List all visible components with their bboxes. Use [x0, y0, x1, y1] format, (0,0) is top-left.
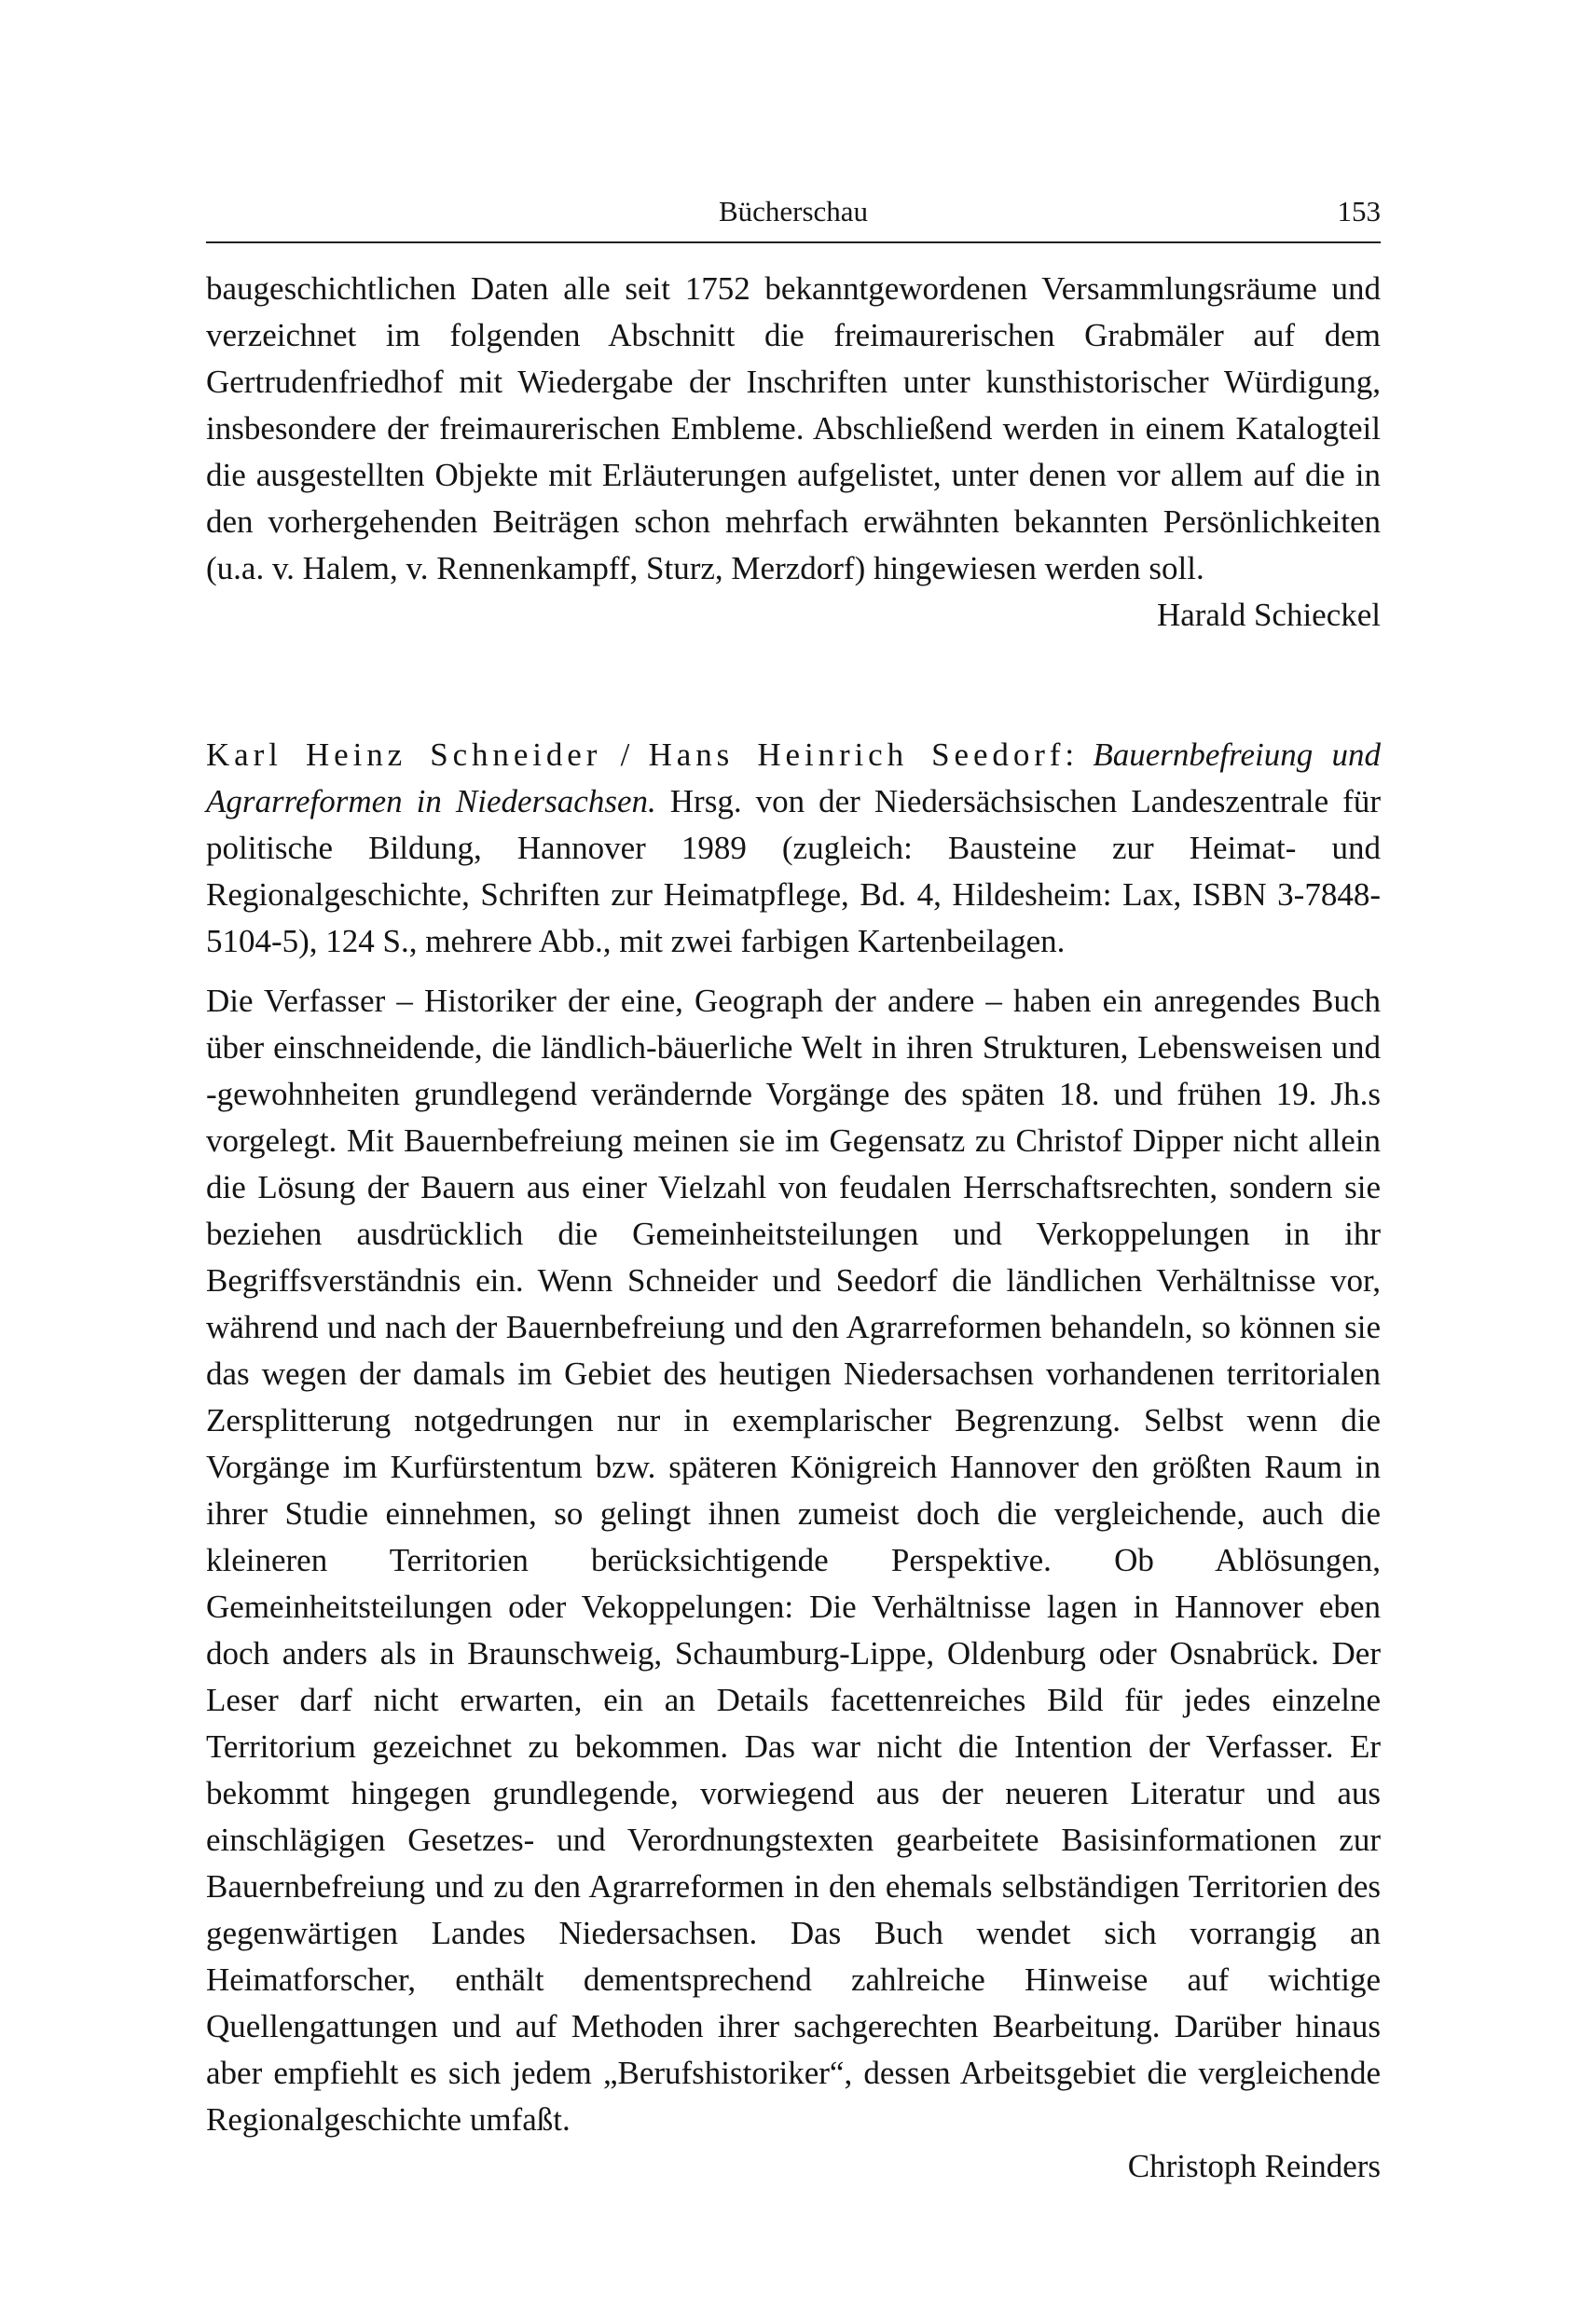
review-1-text: baugeschichtlichen Daten alle seit 1752 bekanntgewordenen Versammlungsräume und verzeichnet im folgenden Abschnitt die freimaurerischen Grabmäler auf dem Gertrudenfriedhof mit Wiedergabe der Inschriften unter kunsthistorischer Würdigung, insbesondere der freimaurerischen Embleme. Abschließend werden in einem Katalogteil die ausgestellten Objekte mit Erläuterungen aufgelistet, unter denen vor allem auf die in den vorhergehenden Beiträgen schon mehrfach erwähnten bekannten Persönlichkeiten (u.a. v. Halem, v. Rennenkampff, Sturz, Merzdorf) hingewiesen werden soll. [206, 270, 1381, 586]
page-number: 153 [1337, 195, 1381, 227]
author-2: Hans Heinrich Seedorf [648, 736, 1066, 773]
author-1: Karl Heinz Schneider [206, 736, 602, 773]
review-2-reviewer: Christoph Reinders [1127, 2148, 1381, 2184]
citation-details: Hrsg. von der Niedersächsischen Landeszentrale für politische Bildung, Hannover 1989 (zugleich: Bausteine zur Heimat- und Regionalgeschichte, Schriften zur Heimatpflege, Bd. 4, Hildesheim: Lax, ISBN 3-7848-5104-5), 124 S., mehrere Abb., mit zwei farbigen Kartenbeilagen. [206, 783, 1381, 959]
book-title: Bauernbefreiung und Agrarreformen in Niedersachsen. [206, 736, 1382, 819]
review-2-citation: Karl Heinz Schneider / Hans Heinrich Seedorf: Bauernbefreiung und Agrarreformen in Niedersachsen. Hrsg. von der Niedersächsischen Landeszentrale für politische Bildung, Hannover 1989 (zugleich: Bausteine zur Heimat- und Regionalgeschichte, Schriften zur Heimatpflege, Bd. 4, Hildesheim: Lax, ISBN 3-7848-5104-5), 124 S., mehrere Abb., mit zwei farbigen Kartenbeilagen. [206, 736, 1382, 959]
header-rule [206, 241, 1381, 243]
running-head [206, 191, 1381, 232]
author-separator: / [620, 736, 630, 773]
section-gap [206, 639, 1381, 732]
review-1-reviewer: Harald Schieckel [1156, 597, 1381, 633]
paragraph-gap [206, 965, 1381, 978]
review-2-text: Die Verfasser – Historiker der eine, Geograph der andere – haben ein anregendes Buch über einschneidende, die ländlich-bäuerliche Welt in ihren Strukturen, Lebensweisen und -gewohnheiten grundlegend verändernde Vorgänge des späten 18. und frühen 19. Jh.s vorgelegt. Mit Bauernbefreiung meinen sie im Gegensatz zu Christof Dipper nicht allein die Lösung der Bauern aus einer Vielzahl von feudalen Herrschaftsrechten, sondern sie beziehen ausdrücklich die Gemeinheitsteilungen und Verkoppelungen in ihr Begriffsverständnis ein. Wenn Schneider und Seedorf die ländlichen Verhältnisse vor, während und nach der Bauernbefreiung und den Agrarreformen behandeln, so können sie das wegen der damals im Gebiet des heutigen Niedersachsen vorhandenen territorialen Zersplitterung notgedrungen nur in exemplarischer Begrenzung. Selbst wenn die Vorgänge im Kurfürstentum bzw. späteren Königreich Hannover den größten Raum in ihrer Studie einnehmen, so gelingt ihnen zumeist doch die vergleichende, auch die kleineren Territorien berücksichtigende Perspektive. Ob Ablösungen, Gemeinheitsteilungen oder Vekoppelungen: Die Verhältnisse lagen in Hannover eben doch anders als in Braunschweig, Schaumburg-Lippe, Oldenburg oder Osnabrück. Der Leser darf nicht erwarten, ein an Details facettenreiches Bild für jedes einzelne Territorium gezeichnet zu bekommen. Das war nicht die Intention der Verfasser. Er bekommt hingegen grundlegende, vorwiegend aus der neueren Literatur und aus einschlägigen Gesetzes- und Verordnungstexten gearbeitete Basisinformationen zur Bauernbefreiung und zu den Agrarreformen in den ehemals selbständigen Territorien des gegenwärtigen Landes Niedersachsen. Das Buch wendet sich vorrangig an Heimatforscher, enthält dementsprechend zahlreiche Hinweise auf wichtige Quellengattungen und auf Methoden ihrer sachgerechten Bearbeitung. Darüber hinaus aber empfiehlt es sich jedem „Berufshistoriker“, dessen Arbeitsgebiet die vergleichende Regionalgeschichte umfaßt. [206, 983, 1381, 2138]
section-title: Bücherschau [718, 195, 869, 227]
page [206, 191, 1381, 2190]
